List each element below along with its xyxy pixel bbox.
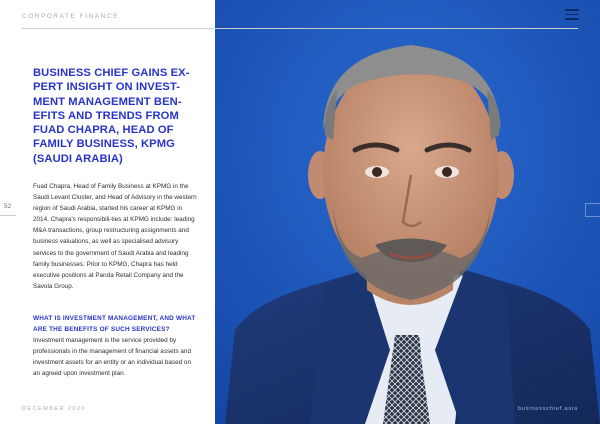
- page-number: 52: [4, 203, 12, 210]
- portrait-photo: [215, 0, 600, 424]
- menu-icon-bar: [565, 18, 579, 20]
- section-label: CORPORATE FINANCE: [22, 13, 120, 20]
- portrait-illustration: [215, 0, 600, 424]
- article-headline: BUSINESS CHIEF GAINS EX-PERT INSIGHT ON INVEST-MENT MANAGEMENT BEN-EFITS AND TRENDS FROM FUAD CHAPRA, HEAD OF FAMILY BUSINESS, KPMG (SAUDI ARABIA): [33, 67, 190, 165]
- question-subheading: WHAT IS INVESTMENT MANAGEMENT, AND WHAT ARE THE BENEFITS OF SUCH SERVICES?: [33, 315, 196, 333]
- intro-paragraph: Fuad Chapra, Head of Family Business at KPMG in the Saudi Levant Cluster, and Head of Advisory in the western region of Saudi Arabia, started his career at KPMG in 2014. Chapra's responsibili-ties at KPMG include: leading M&A transactions, group restructuring assignments and business valuations, as well as specialised advisory services to the government of Saudi Arabia and leading family businesses. Prior to KPMG, Chapra has held executive positions at Panda Retail Company and the Savola Group.: [33, 183, 197, 290]
- menu-icon[interactable]: [565, 9, 579, 21]
- website-label: businesschief.asia: [517, 406, 578, 412]
- page-number-rule: [0, 215, 16, 216]
- issue-date: DECEMBER 2020: [22, 406, 86, 412]
- answer-paragraph: Investment management is the service provided by professionals in the management of financial assets and investment assets for an entity or an individual based on an agreed upon investment plan.: [33, 337, 191, 378]
- text-column: [0, 0, 215, 424]
- page-edge-marker: [585, 203, 600, 217]
- header-rule: [22, 28, 578, 29]
- menu-icon-bar: [565, 14, 579, 16]
- menu-icon-bar: [565, 9, 579, 11]
